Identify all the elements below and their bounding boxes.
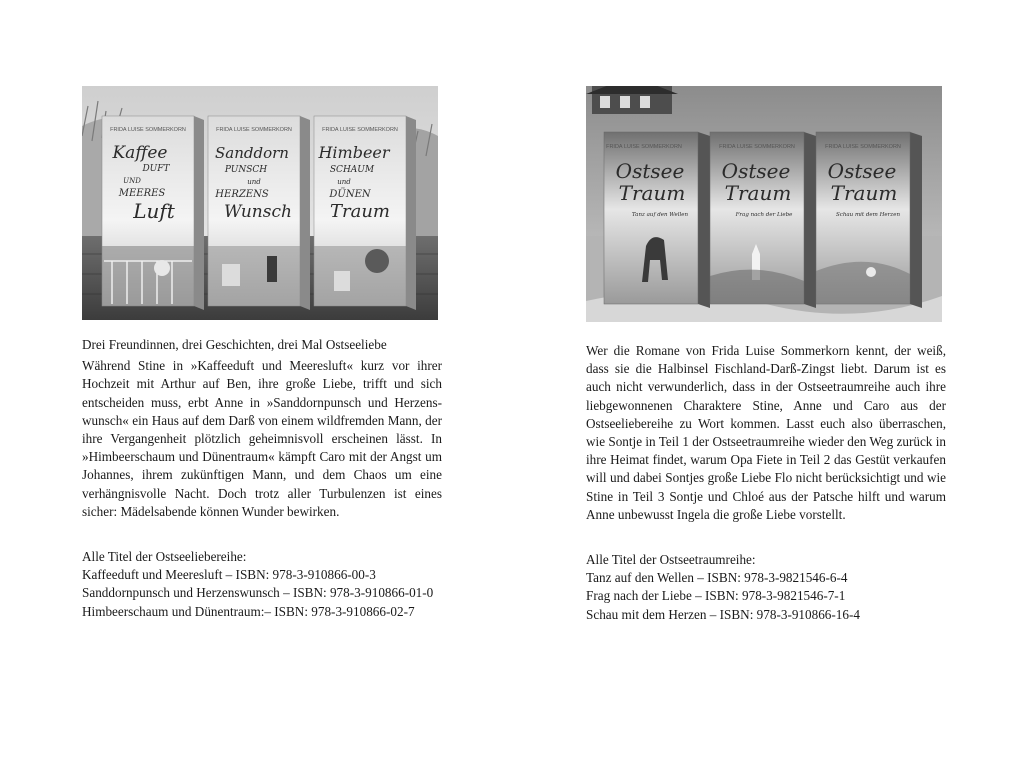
books-illustration	[82, 86, 438, 320]
book-cover-1	[604, 132, 710, 308]
svg-text:SCHAUM: SCHAUM	[329, 165, 375, 175]
svg-text:DÜNEN: DÜNEN	[329, 189, 371, 200]
svg-text:Ostsee: Ostsee	[615, 159, 685, 183]
title-item: Himbeerschaum und Dünentraum:– ISBN: 978-3-910866-02-7	[82, 603, 415, 619]
left-text	[82, 336, 442, 621]
book-cover-1	[102, 116, 204, 310]
svg-text:Traum: Traum	[724, 181, 792, 205]
left-list-heading: Alle Titel der Ostseeliebereihe:	[82, 549, 247, 565]
svg-text:Kaffee: Kaffee	[112, 143, 168, 163]
svg-text:PUNSCH: PUNSCH	[224, 165, 268, 175]
svg-text:und: und	[337, 178, 351, 186]
svg-text:Luft: Luft	[133, 199, 175, 223]
svg-text:Traum: Traum	[830, 181, 898, 205]
svg-text:MEERES: MEERES	[118, 188, 166, 199]
left-body: Während Stine in »Kaffeeduft und Meeresluft« kurz vor ihrer Hochzeit mit Arthur auf Ben, ihre große Liebe, trifft und sich entscheiden muss, erbt Anne in »Sanddornpunsch und Herzenswunsch« ein Haus auf dem Darß von einem wildfremden Mann, der ihre Vergangenheit plötzlich geheimnisvoll erscheinen lässt. In »Himbeerschaum und Dünentraum« kämpft Caro mit der Angst um Johannes, ihrem zukünftigen Mann, und dem Chaos um eine verhängnisvolle Nacht. Doch trotz aller Turbulenzen ist eines sicher: Mädelsabende können Wunder bewirken.	[82, 358, 442, 519]
right-text	[586, 342, 946, 624]
svg-text:FRIDA LUISE SOMMERKORN: FRIDA LUISE SOMMERKORN	[719, 144, 795, 150]
title-item: Tanz auf den Wellen – ISBN: 978-3-9821546-6-4	[586, 570, 848, 586]
svg-text:Tanz auf den Wellen: Tanz auf den Wellen	[631, 212, 689, 218]
title-item: Frag nach der Liebe – ISBN: 978-3-9821546-7-1	[586, 588, 846, 604]
svg-text:Frag nach der Liebe: Frag nach der Liebe	[735, 212, 793, 218]
svg-text:FRIDA LUISE SOMMERKORN: FRIDA LUISE SOMMERKORN	[606, 144, 682, 150]
svg-text:DUFT: DUFT	[142, 164, 170, 174]
svg-text:Traum: Traum	[618, 181, 686, 205]
right-list-heading: Alle Titel der Ostseetraumreihe:	[586, 552, 756, 568]
books-illustration	[586, 86, 942, 322]
book-cover-2	[710, 132, 816, 308]
svg-text:HERZENS: HERZENS	[215, 189, 269, 200]
svg-text:FRIDA LUISE SOMMERKORN: FRIDA LUISE SOMMERKORN	[216, 127, 292, 133]
right-column	[586, 86, 946, 624]
ostseetraum-books-photo	[586, 86, 942, 322]
book-cover-2	[208, 116, 310, 310]
left-heading: Drei Freundinnen, drei Geschichten, drei Mal Ostseeliebe	[82, 337, 387, 352]
book-cover-3	[816, 132, 922, 308]
right-body: Wer die Romane von Frida Luise Sommerkorn kennt, der weiß, dass sie die Halbinsel Fischland-Darß-Zingst liebt. Darum ist es auch nicht verwunderlich, dass in der Ostseetraumreihe auch ihre liebgewonnenen Charaktere Stine, Anne und Caro aus der Ostseeliebereihe zu Wort kommen. Lasst euch also überraschen, wie Sontje in Teil 1 der Ostseetraumreihe wieder den Weg zurück in ihre Heimat findet, warum Opa Fiete in Teil 2 das Gestüt verkaufen will und dabei Sontjes große Liebe Flo nicht berücksichtigt und wie Stine in Teil 3 Sontje und Chloé aus der Patsche hilft und warum Anne unbewusst Ingela die große Liebe vorstellt.	[586, 343, 946, 522]
svg-text:und: und	[247, 178, 261, 186]
svg-text:Traum: Traum	[329, 201, 391, 222]
ostseeliebe-books-photo	[82, 86, 438, 320]
title-item: Schau mit dem Herzen – ISBN: 978-3-910866-16-4	[586, 606, 860, 622]
svg-text:FRIDA LUISE SOMMERKORN: FRIDA LUISE SOMMERKORN	[825, 144, 901, 150]
title-item: Sanddornpunsch und Herzenswunsch – ISBN: 978-3-910866-01-0	[82, 585, 434, 601]
svg-text:Schau mit dem Herzen: Schau mit dem Herzen	[835, 212, 901, 218]
svg-text:FRIDA LUISE SOMMERKORN: FRIDA LUISE SOMMERKORN	[322, 127, 398, 133]
left-column	[82, 86, 442, 621]
book-cover-3	[314, 116, 416, 310]
title-item: Kaffeeduft und Meeresluft – ISBN: 978-3-910866-00-3	[82, 567, 376, 583]
svg-text:Wunsch: Wunsch	[224, 202, 292, 222]
svg-text:Ostsee: Ostsee	[827, 159, 897, 183]
svg-text:Ostsee: Ostsee	[721, 159, 791, 183]
svg-text:FRIDA LUISE SOMMERKORN: FRIDA LUISE SOMMERKORN	[110, 127, 186, 133]
svg-text:Himbeer: Himbeer	[318, 143, 390, 162]
svg-text:Sanddorn: Sanddorn	[215, 144, 289, 162]
svg-text:UND: UND	[123, 177, 141, 185]
